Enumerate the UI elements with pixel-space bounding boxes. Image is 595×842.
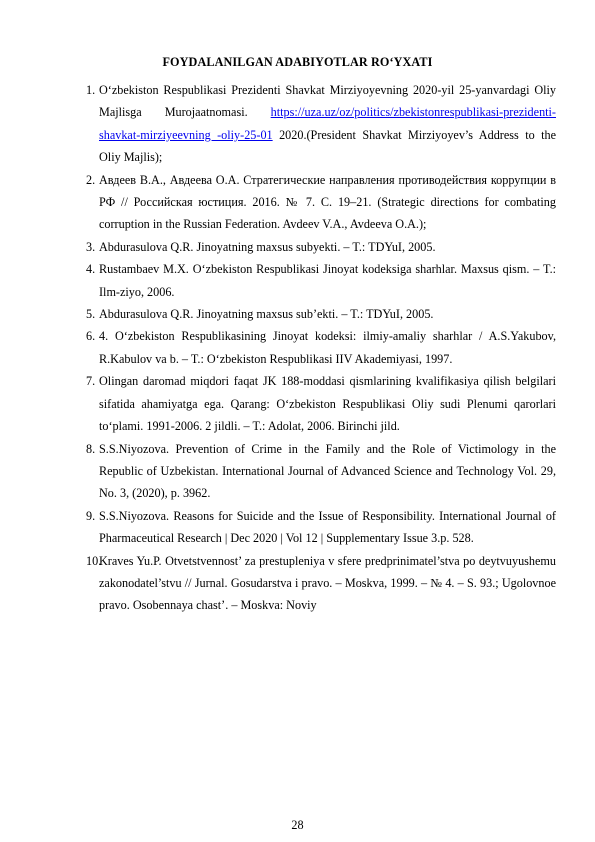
reference-number: 10. — [86, 553, 102, 568]
reference-number: 2. — [86, 172, 96, 187]
reference-item — [86, 550, 556, 617]
reference-item — [86, 236, 556, 258]
reference-text: O‘zbekiston Respublikasi Prezidenti Shavkat Mirziyoyevning 2020-yil 25-yanvardagi Oliy Majlisga Murojaatnomasi. — [99, 83, 556, 120]
reference-number: 3. — [86, 239, 96, 254]
page-number: 28 — [291, 818, 304, 832]
reference-item — [86, 79, 556, 169]
reference-text: S.S.Niyozova. Reasons for Suicide and the Issue of Responsibility. International Journal of Pharmaceutical Research | Dec 2020 | Vol 12 | Supplementary Issue 3.p. 528. — [99, 508, 556, 546]
reference-number: 7. — [86, 374, 96, 389]
reference-number: 5. — [86, 307, 96, 322]
reference-item — [86, 303, 556, 325]
reference-text: S.S.Niyozova. Prevention of Crime in the Family and the Role of Victimology in the Republic of Uzbekistan. International Journal of Advanced Science and Technology Vol. 29, No. 3, (2020), p. 3962. — [99, 441, 556, 501]
reference-text: Авдеев В.А., Авдеева О.А. Стратегические направления противодействия коррупции в РФ // Российская юстиция. 2016. № 7. С. 19–21. (Strategic directions for combating corruption in the Russian Federation. Avdeev V.A., Avdeeva O.A.); — [99, 172, 556, 232]
reference-item — [86, 438, 556, 505]
reference-number: 1. — [86, 83, 96, 97]
reference-link[interactable]: https://uza.uz/oz/politics/zbekistonrespublikasi-prezidenti-shavkat-mirziyeevning -oliy-25-01 — [99, 105, 556, 142]
reference-number: 8. — [86, 441, 96, 456]
reference-text: Abdurasulova Q.R. Jinoyatning maxsus subyekti. – T.: TDYuI, 2005. — [99, 239, 436, 254]
reference-text: Kraves Yu.P. Otvetstvennost’ za prestupleniya v sfere predprinimatel’stva po deytvuyushemu zakonodatel’stvu // Jurnal. Gosudarstva i pravo. – Moskva, 1999. – № 4. – S. 93.; Ugolovnoe pravo. Osobennaya chast’. – Moskva: Noviy — [99, 553, 556, 613]
reference-item — [86, 325, 556, 370]
reference-text: Abdurasulova Q.R. Jinoyatning maxsus sub’ekti. – T.: TDYuI, 2005. — [99, 307, 434, 322]
reference-item — [86, 258, 556, 303]
reference-item — [86, 505, 556, 550]
reference-text: Rustambaev M.X. O‘zbekiston Respublikasi Jinoyat kodeksiga sharhlar. Maxsus qism. – T.: Ilm-ziyo, 2006. — [99, 262, 556, 299]
reference-text: Olingan daromad miqdori faqat JK 188-moddasi qismlarining kvalifikasiya qilish belgilari sifatida ahamiyatga ega. Qarang: O‘zbekiston Respublikasi Oliy sudi Plenumi qarorlari to‘plami. 1991-2006. 2 jildli. – T.: Adolat, 2006. Birinchi jild. — [99, 374, 556, 434]
reference-item — [86, 370, 556, 437]
reference-number: 9. — [86, 508, 96, 523]
page-title: FOYDALANILGAN ADABIYOTLAR RO‘YXATI — [162, 55, 433, 69]
reference-item — [86, 169, 556, 236]
reference-text: 4. O‘zbekiston Respublikasining Jinoyat kodeksi: ilmiy-amaliy sharhlar / A.S.Yakubov, R.Kabulov va b. – T.: O‘zbekiston Respublikasi IIV Akademiyasi, 1997. — [99, 329, 556, 366]
reference-list — [86, 79, 556, 617]
reference-number: 4. — [86, 262, 96, 277]
reference-text-tail: 2020.(President Shavkat Mirziyoyev’s Address to the Oliy Majlis); — [99, 127, 556, 165]
reference-number: 6. — [86, 329, 96, 344]
